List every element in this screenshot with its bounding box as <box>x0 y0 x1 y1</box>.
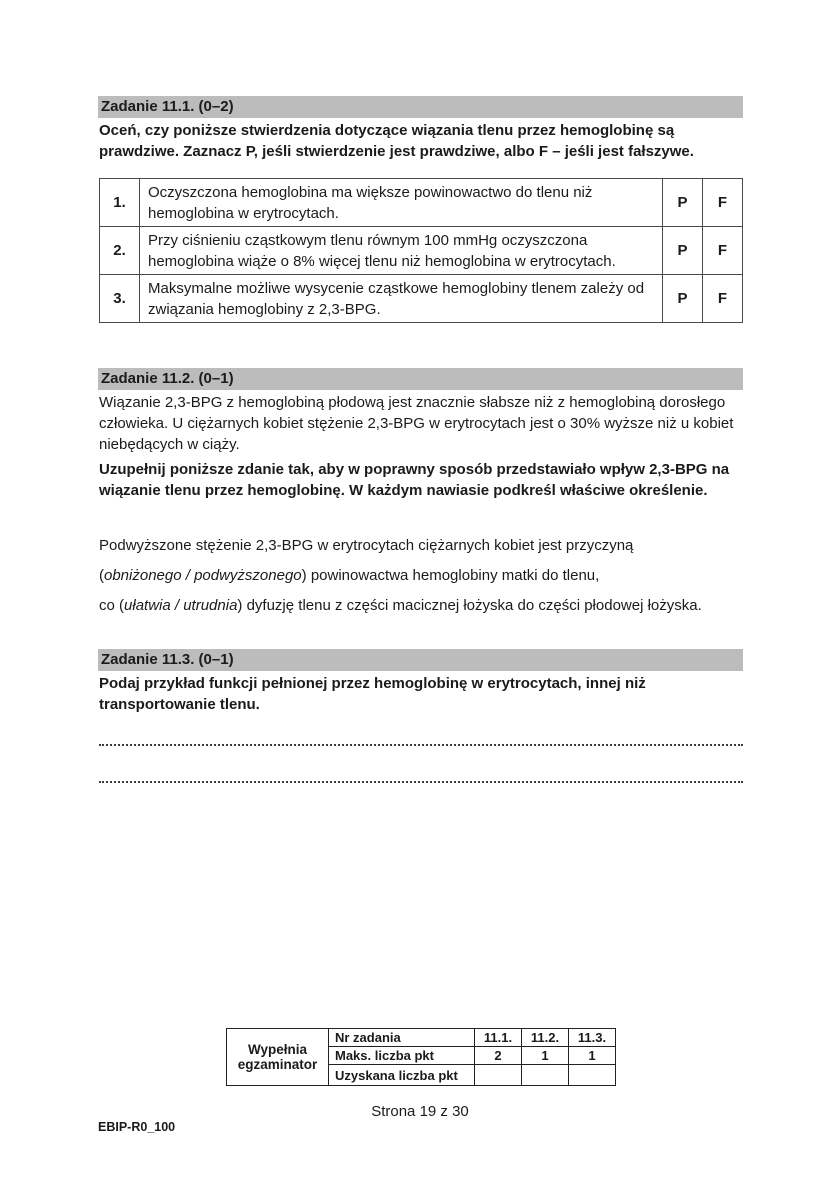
page-number: Strona 19 z 30 <box>371 1103 469 1120</box>
table-row <box>100 275 743 323</box>
sentence-text: Podwyższone stężenie 2,3-BPG w erytrocytach ciężarnych kobiet jest przyczyną <box>99 537 634 554</box>
answer-line-1[interactable] <box>99 738 743 746</box>
task-11-3-header: Zadanie 11.3. (0–1) <box>98 649 743 671</box>
statement-text: Oczyszczona hemoglobina ma większe powinowactwo do tlenu niż hemoglobina w erytrocytach. <box>140 179 663 227</box>
task-number: 11.1. <box>475 1029 522 1047</box>
true-option-cell[interactable]: P <box>663 227 703 275</box>
earned-points-cell[interactable] <box>569 1065 616 1086</box>
max-points: 1 <box>522 1047 569 1065</box>
row-label: Uzyskana liczba pkt <box>329 1065 475 1086</box>
row-label: Nr zadania <box>329 1029 475 1047</box>
task-11-1-header: Zadanie 11.1. (0–2) <box>98 96 743 118</box>
examiner-score-table <box>226 1028 616 1086</box>
true-option-cell[interactable]: P <box>663 179 703 227</box>
sentence-text: ) dyfuzję tlenu z części macicznej łożyska do części płodowej łożyska. <box>237 597 702 614</box>
task-11-2-intro: Wiązanie 2,3-BPG z hemoglobiną płodową jest znacznie słabsze niż z hemoglobiną dorosłego człowieka. U ciężarnych kobiet stężenie 2,3-BPG w erytrocytach jest o 30% wyższe niż u kobiet niebędących w ciąży. <box>99 394 734 453</box>
statement-number: 3. <box>100 275 140 323</box>
answer-line-2[interactable] <box>99 775 743 783</box>
statement-number: 1. <box>100 179 140 227</box>
exam-sheet-code: EBIP-R0_100 <box>98 1120 176 1134</box>
task-11-2-header: Zadanie 11.2. (0–1) <box>98 368 743 390</box>
false-option-cell[interactable]: F <box>703 227 743 275</box>
sentence-line <box>99 531 759 561</box>
task-11-2-instruction: Uzupełnij poniższe zdanie tak, aby w poprawny sposób przedstawiało wpływ 2,3-BPG na wiązanie tlenu przez hemoglobinę. W każdym nawiasie podkreśl właściwe określenie. <box>99 461 730 499</box>
statement-number: 2. <box>100 227 140 275</box>
choice-option[interactable]: ułatwia / utrudnia <box>124 597 238 614</box>
earned-points-cell[interactable] <box>522 1065 569 1086</box>
statements-table <box>99 178 743 323</box>
task-number: 11.3. <box>569 1029 616 1047</box>
max-points: 1 <box>569 1047 616 1065</box>
fill-in-sentence <box>99 531 759 621</box>
sentence-text: co ( <box>99 597 125 614</box>
table-row <box>100 227 743 275</box>
row-label: Maks. liczba pkt <box>329 1047 475 1065</box>
statement-text: Maksymalne możliwe wysycenie cząstkowe hemoglobiny tlenem zależy od związania hemoglobiny z 2,3-BPG. <box>140 275 663 323</box>
false-option-cell[interactable]: F <box>703 275 743 323</box>
sentence-line <box>99 561 759 591</box>
sentence-text: ( <box>99 567 104 584</box>
task-number: 11.2. <box>522 1029 569 1047</box>
sentence-text: ) powinowactwa hemoglobiny matki do tlenu, <box>301 567 600 584</box>
max-points: 2 <box>475 1047 522 1065</box>
task-11-3-instruction: Podaj przykład funkcji pełnionej przez hemoglobinę w erytrocytach, innej niż transportowanie tlenu. <box>99 675 646 713</box>
statement-text: Przy ciśnieniu cząstkowym tlenu równym 100 mmHg oczyszczona hemoglobina wiąże o 8% więcej tlenu niż hemoglobina w erytrocytach. <box>140 227 663 275</box>
task-11-1-instruction: Oceń, czy poniższe stwierdzenia dotyczące wiązania tlenu przez hemoglobinę są prawdziwe. Zaznacz P, jeśli stwierdzenie jest prawdziwe, albo F – jeśli jest fałszywe. <box>99 122 694 160</box>
table-row <box>100 179 743 227</box>
choice-option[interactable]: obniżonego / podwyższonego <box>104 567 302 584</box>
false-option-cell[interactable]: F <box>703 179 743 227</box>
table-row <box>227 1029 616 1047</box>
sentence-line <box>99 591 759 621</box>
earned-points-cell[interactable] <box>475 1065 522 1086</box>
examiner-label: Wypełnia egzaminator <box>227 1029 329 1086</box>
true-option-cell[interactable]: P <box>663 275 703 323</box>
